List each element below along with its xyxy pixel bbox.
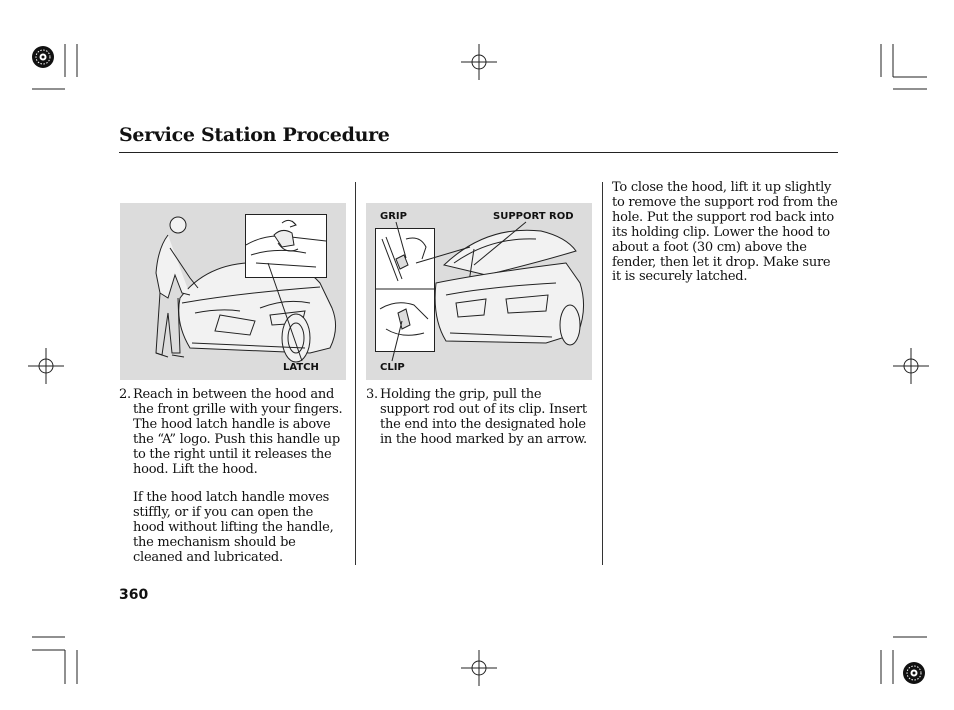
latch-note: If the hood latch handle moves stiffly, or if you can open the hood without lifting the handle, the mechanism should be cleaned and lubricated. [133,490,334,566]
column-divider-1 [355,182,356,565]
page-number: 360 [119,587,149,603]
title-rule [119,152,838,153]
clip-label: CLIP [380,362,405,373]
close-hood-text: To close the hood, lift it up slightly to remove the support rod from the hole. Put the support rod back into its holding clip. Lower the hood to about a foot (30 cm) above the fender, then let it drop. Make sure it is securely latched. [612,180,838,285]
step-2-text: Reach in between the hood and the front grille with your fingers. The hood latch handle is above the “A” logo. Push this handle up to the right until it releases the hood. Lift the hood. [133,387,343,477]
latch-label: LATCH [283,362,319,373]
registration-target-bottom [461,650,497,686]
registration-target-top [461,44,497,80]
grip-label: GRIP [380,211,407,222]
step-2-number: 2. [119,387,131,402]
hood-latch-illustration [120,203,346,380]
step-2 [119,388,345,477]
open-hood-car-drawing [366,203,592,380]
step-3-number: 3. [366,387,378,402]
column-divider-2 [602,182,603,565]
step-3 [366,388,588,448]
starburst-mark-top-left [30,44,56,70]
page-title: Service Station Procedure [119,124,390,146]
support-rod-label: SUPPORT ROD [493,211,574,222]
latch-leader-line [120,203,346,380]
column-2-text [366,388,588,448]
column-1-text [119,388,345,566]
registration-target-left [28,348,64,384]
step-3-text: Holding the grip, pull the support rod out of its clip. Insert the end into the designated hole in the hood marked by an arrow. [380,387,587,447]
support-rod-illustration [366,203,592,380]
registration-target-right [893,348,929,384]
starburst-mark-bottom-right [901,660,927,686]
